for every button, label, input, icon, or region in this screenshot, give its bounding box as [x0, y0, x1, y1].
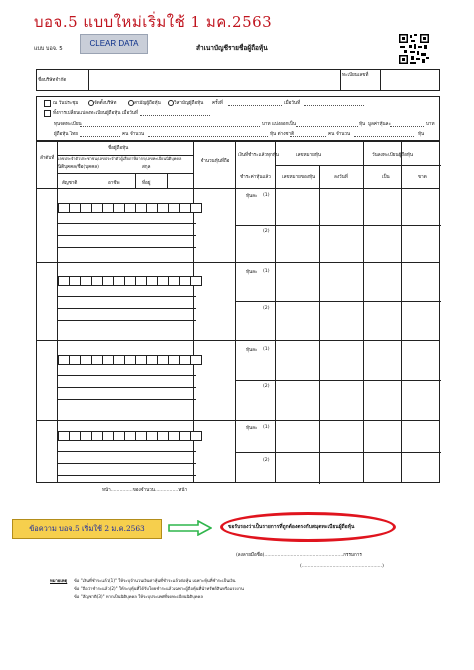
mark-1-row-3: (1) [263, 347, 270, 352]
option-ordinary-label: สามัญผู้ถือหุ้น [134, 101, 161, 106]
value-baht: บาท [426, 122, 435, 127]
regdate-sub-2: ขาด [418, 175, 427, 180]
mark-1-row-2: (1) [263, 269, 270, 274]
note-2: ข้อ "ถือว่าชำระแล้ว(2)" ให้ระบุหุ้นที่ได้รับโดยชำระแล้วเฉพาะผู้ถือหุ้นที่นำทรัพย์สินหรือแรงงาน [74, 586, 244, 591]
per-share-row-4: หุ้นละ [246, 426, 258, 431]
company-name-input[interactable] [90, 72, 338, 88]
reg-no-label: ทะเบียนเลขที่ [342, 73, 369, 78]
form-code: แบบ บอจ. 5 [34, 46, 63, 52]
mark-2-row-1: (2) [263, 229, 270, 234]
note-1: ข้อ "เงินที่ชำระแล้ว(1)" ให้ระบุจำนวนเงินค่าหุ้นที่ชำระแล้วต่อหุ้น เฉพาะหุ้นที่ชำระเป็นเงิน [74, 578, 236, 583]
address-subheader: ที่อยู่ [142, 181, 151, 186]
address-field-row-4[interactable] [58, 463, 196, 476]
holder-id-subheader: เลขประจำตัวประชาชน/เลขประจำตัวผู้เสียภาษีอากร/เลขทะเบียนนิติบุคคล [58, 156, 182, 161]
signature-name-line[interactable]: (.......................................................) [300, 564, 384, 569]
thai-count-label: จำนวน [130, 132, 145, 137]
split-label: แบ่งออกเป็น [272, 122, 297, 127]
foreign-share-unit: หุ้น [418, 132, 425, 137]
per-share-row-3: หุ้นละ [246, 348, 258, 353]
option-meeting-label: ณ วันประชุม [53, 101, 79, 106]
capital-label: ทุนจดทะเบียน [54, 122, 82, 127]
meeting-checkbox[interactable] [44, 100, 51, 107]
mark-2-row-2: (2) [263, 306, 270, 311]
address-field-row-1[interactable] [58, 235, 196, 248]
qr-code-icon [398, 33, 430, 65]
col-holder-header: ชื่อผู้ถือหุ้น [108, 146, 129, 151]
meeting-no-label: ครั้งที่ [212, 101, 223, 106]
thai-person-unit: คน [122, 132, 129, 137]
clear-data-button[interactable]: CLEAR DATA [80, 34, 148, 54]
foreign-count-label: จำนวน [336, 132, 351, 137]
option-establish-label: จัดตั้งบริษัท [94, 101, 117, 106]
page-line: หน้า...............ของจำนวน................หน้า [102, 488, 188, 493]
reg-no-input[interactable] [382, 72, 438, 88]
mark-2-row-4: (2) [263, 458, 270, 463]
id-cells-row-2[interactable] [58, 276, 201, 286]
company-label: ชื่อบริษัทจำกัด [38, 78, 67, 83]
mark-1-row-4: (1) [263, 425, 270, 430]
signature-line[interactable]: (ลงลายมือชื่อ)......................................................กรรมการ [236, 553, 362, 558]
note-heading: หมายเหตุ [50, 578, 68, 583]
mark-1-row-1: (1) [263, 193, 270, 198]
certification-text: ขอรับรองว่าเป็นรายการที่ถูกต้องตรงกับสมุดทะเบียนผู้ถือหุ้น [228, 524, 355, 530]
per-share-row-2: หุ้นละ [246, 270, 258, 275]
date-label: เมื่อวันที่ [284, 101, 301, 106]
col-paid-subheader: ชำระค่าหุ้นแล้ว [240, 175, 271, 180]
id-cells-row-4[interactable] [58, 431, 201, 441]
nationality-subheader: สัญชาติ [62, 181, 78, 186]
shareno-sub-2: ลงวันที่ [334, 175, 348, 180]
foreign-label: หุ้น ต่างชาติ [270, 132, 295, 137]
split-share-unit: หุ้น [359, 122, 366, 127]
mark-2-row-3: (2) [263, 384, 270, 389]
change-register-checkbox[interactable] [44, 110, 51, 117]
form-title: บอจ.5 แบบใหม่เริ่มใช้ 1 มค.2563 [34, 13, 273, 31]
note-3: ข้อ "สัญชาติ(3)" หากเป็นนิติบุคคล ให้ระบุประเทศที่จดทะเบียนนิติบุคคล [74, 594, 203, 599]
regdate-sub-1: เป็น [382, 175, 390, 180]
arrow-right-icon [168, 520, 212, 536]
col-shares-header: จำนวนหุ้นที่ถือ [200, 159, 230, 164]
option-extraordinary-label: วิสามัญผู้ถือหุ้น [174, 101, 204, 106]
option-change-label: ทั้งการเปลี่ยนแปลงทะเบียนผู้ถือหุ้น เมื่อวันที่ [53, 111, 138, 116]
col-regdate-header: วันลงทะเบียนผู้ถือหุ้น [372, 153, 413, 158]
col-paid-header: เงินที่ชำระแล้วทุกหุ้น [238, 153, 279, 158]
address-field-row-3[interactable] [58, 387, 196, 400]
holder-surname-subheader: สกุล [142, 165, 151, 170]
foreign-person-unit: คน [328, 132, 335, 137]
occupation-subheader: อาชีพ [108, 181, 120, 186]
capital-baht: บาท [262, 122, 271, 127]
form-heading: สำเนาบัญชีรายชื่อผู้ถือหุ้น [196, 44, 268, 52]
col-no-header: ลำดับที่ [40, 156, 55, 161]
per-share-row-1: หุ้นละ [246, 194, 258, 199]
shareno-sub-1: เลขหมายของหุ้น [282, 175, 316, 180]
address-field-row-2[interactable] [58, 308, 196, 321]
value-label: มูลค่าหุ้นละ [368, 122, 391, 127]
thai-holders-label: ผู้ถือหุ้น ไทย [54, 132, 78, 137]
id-cells-row-1[interactable] [58, 203, 201, 213]
start-notice: ข้อความ บอจ.5 เริ่มใช้ 2 ม.ค.2563 [12, 519, 162, 539]
holder-name-subheader: นิติบุคคล/ชื่อ(บุคคล) [58, 165, 99, 170]
id-cells-row-3[interactable] [58, 355, 201, 365]
col-shareno-header: เลขหมายหุ้น [296, 153, 322, 158]
